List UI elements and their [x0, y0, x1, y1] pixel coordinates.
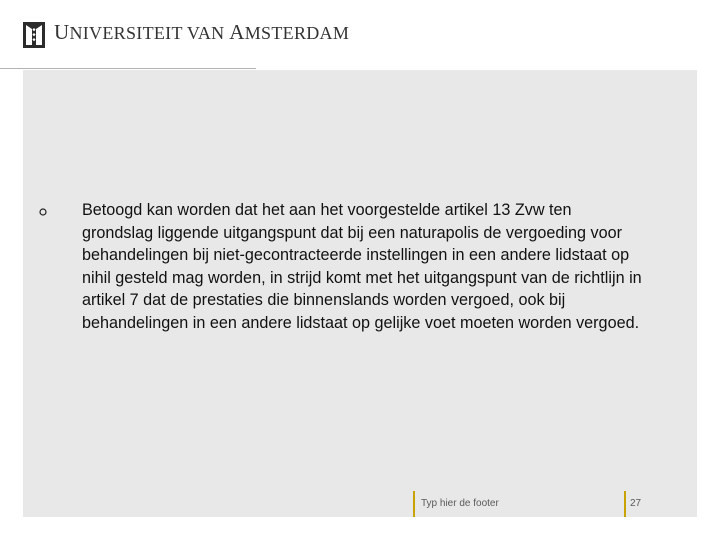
bullet-icon [38, 205, 48, 217]
header [0, 0, 720, 70]
page-number: 27 [630, 498, 642, 509]
university-emblem-icon [23, 22, 45, 48]
university-name: UNIVERSITEIT VAN AMSTERDAM [54, 20, 350, 44]
header-divider [0, 68, 256, 69]
page-number-accent-bar [624, 491, 626, 517]
footer-text: Typ hier de footer [421, 498, 499, 509]
footer-accent-bar [413, 491, 415, 517]
bullet-paragraph: Betoogd kan worden dat het aan het voorgestelde artikel 13 Zvw ten grondslag liggende uitgangspunt dat bij een naturapolis de vergoeding voor behandelingen bij niet-gecontracteerde instellingen in een andere lidstaat op nihil gesteld mag worden, in strijd komt met het uitgangspunt van de richtlijn in artikel 7 dat de prestaties die binnenslands worden vergoed, ook bij behandelingen in een andere lidstaat op gelijke voet moeten worden vergoed. [82, 201, 642, 332]
